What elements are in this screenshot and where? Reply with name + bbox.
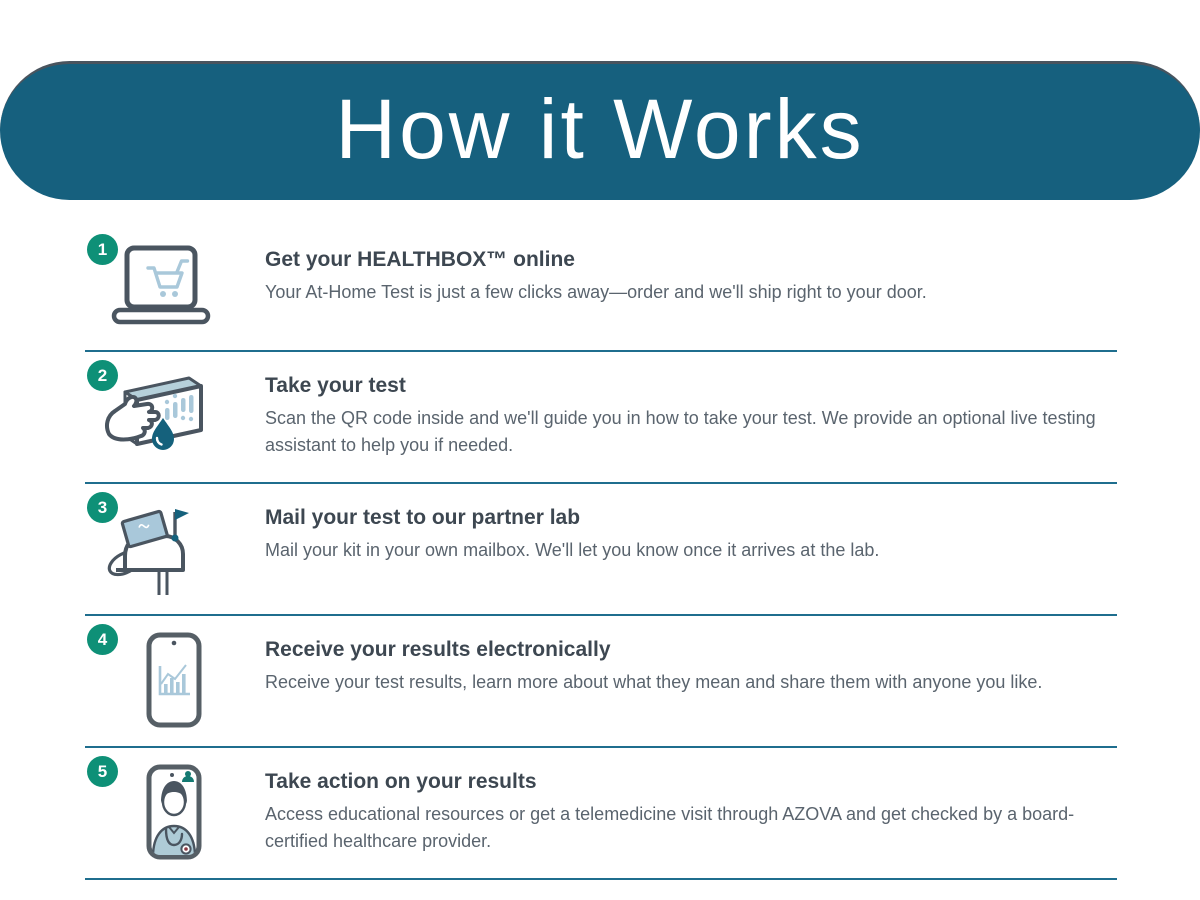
step-2-title: Take your test	[265, 374, 406, 397]
step-4-title: Receive your results electronically	[265, 638, 611, 661]
step-1-description: Your At-Home Test is just a few clicks away—order and we'll ship right to your door.	[265, 282, 927, 302]
laptop-cart-icon	[111, 244, 211, 328]
step-row-1	[85, 226, 1117, 352]
step-1-number-badge: 1	[87, 234, 118, 265]
step-5-visual	[85, 762, 265, 860]
header-banner	[0, 61, 1200, 200]
step-3-number-badge: 3	[87, 492, 118, 523]
steps-list	[85, 226, 1117, 880]
test-box-hand-drop-icon	[101, 368, 213, 464]
step-1-content	[265, 240, 1117, 332]
page-title: How it Works	[335, 81, 865, 176]
step-row-2	[85, 352, 1117, 484]
step-row-4	[85, 616, 1117, 748]
step-2-visual	[85, 366, 265, 464]
step-2-content	[265, 366, 1117, 464]
phone-chart-icon	[145, 632, 203, 728]
step-4-description: Receive your test results, learn more about what they mean and share them with anyone you like.	[265, 672, 1043, 692]
step-3-visual	[85, 498, 265, 596]
step-5-description: Access educational resources or get a telemedicine visit through AZOVA and get checked by a board-certified healthcare provider.	[265, 804, 1075, 851]
step-5-content	[265, 762, 1117, 860]
step-row-5	[85, 748, 1117, 880]
step-2-description: Scan the QR code inside and we'll guide you in how to take your test. We provide an optional live testing assistant to help you if needed.	[265, 408, 1096, 455]
step-row-3	[85, 484, 1117, 616]
step-1-visual	[85, 240, 265, 332]
step-5-number-badge: 5	[87, 756, 118, 787]
step-3-content	[265, 498, 1117, 596]
step-2-number-badge: 2	[87, 360, 118, 391]
step-3-title: Mail your test to our partner lab	[265, 506, 581, 529]
step-4-visual	[85, 630, 265, 728]
step-4-number-badge: 4	[87, 624, 118, 655]
step-1-title: Get your HEALTHBOX™ online	[265, 248, 575, 271]
step-4-content	[265, 630, 1117, 728]
step-3-description: Mail your kit in your own mailbox. We'll let you know once it arrives at the lab.	[265, 540, 880, 560]
phone-doctor-icon	[145, 764, 203, 860]
step-5-title: Take action on your results	[265, 770, 537, 793]
